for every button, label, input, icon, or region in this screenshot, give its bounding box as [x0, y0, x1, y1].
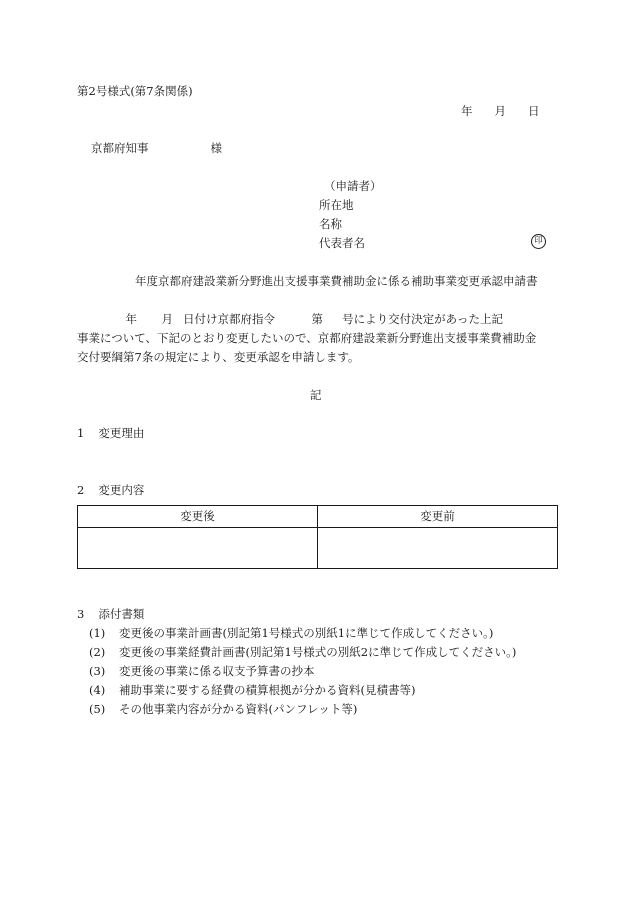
- section-2-heading: [77, 485, 144, 497]
- attachment-text: 変更後の事業経費計画書(別記第1号様式の別紙2に準じて作成してください。): [119, 645, 517, 659]
- section-title: 変更内容: [98, 483, 145, 497]
- representative-label: 代表者名: [319, 236, 365, 250]
- addressee-name: 京都府知事: [91, 141, 149, 155]
- cell-before-change: [318, 528, 558, 569]
- addressee: [91, 143, 222, 155]
- section-3-heading: [77, 609, 144, 621]
- addressee-honorific: 様: [210, 141, 222, 155]
- attachment-text: 変更後の事業計画書(別記第1号様式の別紙1に準じて作成してください。): [119, 626, 494, 640]
- attachment-number: (3): [89, 664, 106, 678]
- body-line-2: 事業について、下記のとおり変更したいので、京都府建設業新分野進出支援事業費補助金: [77, 331, 537, 345]
- body-dai: 第: [311, 312, 323, 326]
- section-number: 2: [77, 483, 85, 497]
- seal-mark: 印: [531, 234, 546, 249]
- ki-heading: 記: [310, 388, 322, 402]
- attachment-number: (2): [89, 645, 106, 659]
- section-title: 添付書類: [98, 607, 145, 621]
- body-line-1: [77, 314, 503, 326]
- attachment-item: [89, 647, 516, 659]
- document-title: 年度京都府建設業新分野進出支援事業費補助金に係る補助事業変更承認申請書: [135, 274, 538, 288]
- attachment-item: [89, 628, 493, 640]
- attachment-number: (4): [89, 683, 106, 697]
- header-after-change: 変更後: [78, 506, 318, 528]
- date-year: 年: [461, 104, 473, 118]
- form-number: 第2号様式(第7条関係): [77, 84, 193, 98]
- attachment-text: その他事業内容が分かる資料(パンフレット等): [119, 702, 358, 716]
- body-date-directive: 日付け京都府指令: [183, 312, 275, 326]
- body-year: 年: [125, 312, 137, 326]
- date-line: [461, 106, 540, 118]
- body-line1-rest: 号により交付決定があった上記: [342, 312, 503, 326]
- section-1-heading: [77, 428, 144, 440]
- date-month: 月: [494, 104, 506, 118]
- attachment-text: 変更後の事業に係る収支予算書の抄本: [119, 664, 315, 678]
- applicant-heading: （申請者）: [324, 179, 382, 193]
- section-title: 変更理由: [98, 426, 145, 440]
- attachment-number: (1): [89, 626, 106, 640]
- attachment-item: [89, 685, 415, 697]
- section-number: 1: [77, 426, 85, 440]
- date-day: 日: [528, 104, 540, 118]
- cell-after-change: [78, 528, 318, 569]
- change-content-table: [77, 505, 558, 569]
- attachment-item: [89, 666, 315, 678]
- body-line-3: 交付要綱第7条の規定により、変更承認を申請します。: [77, 350, 360, 364]
- body-month: 月: [161, 312, 173, 326]
- attachment-number: (5): [89, 702, 106, 716]
- address-label: 所在地: [319, 198, 354, 212]
- attachment-item: [89, 704, 357, 716]
- header-before-change: 変更前: [318, 506, 558, 528]
- section-number: 3: [77, 607, 85, 621]
- table-header-row: [78, 506, 558, 528]
- attachment-text: 補助事業に要する経費の積算根拠が分かる資料(見積書等): [119, 683, 416, 697]
- table-row: [78, 528, 558, 569]
- name-label: 名称: [319, 217, 342, 231]
